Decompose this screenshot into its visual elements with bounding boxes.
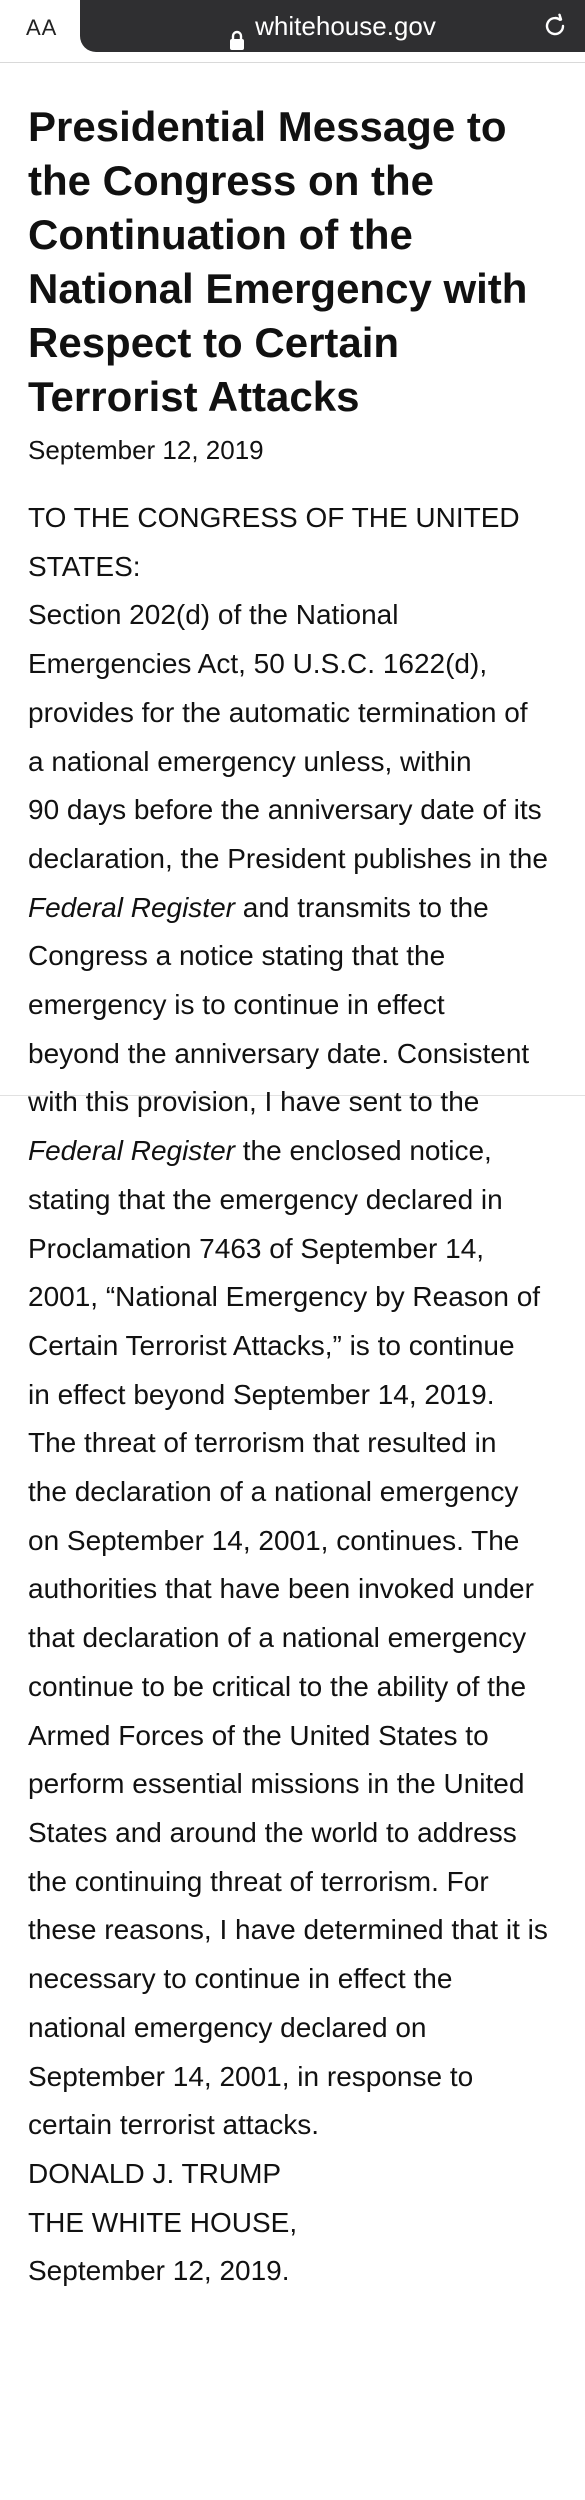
url-text: whitehouse.gov — [255, 11, 436, 41]
text-line: Emergencies Act, 50 U.S.C. 1622(d), — [28, 648, 488, 680]
paragraph-1 — [28, 591, 584, 1078]
text-line: Terrorist Attacks — [28, 373, 360, 420]
text-line: authorities that have been invoked under — [28, 1573, 534, 1605]
text-line: September 12, 2019. — [28, 2255, 290, 2287]
text-line: The threat of terrorism that resulted in — [28, 1427, 497, 1459]
salutation — [28, 494, 584, 591]
page-title — [28, 100, 584, 424]
text-line — [28, 884, 584, 933]
paragraph-2 — [28, 1419, 584, 2150]
text-line: provides for the automatic termination of — [28, 696, 528, 728]
text-line: Respect to Certain — [28, 319, 400, 366]
italic-title: Federal Register — [28, 891, 235, 923]
text-line: necessary to continue in effect the — [28, 1963, 453, 1995]
text-line: Certain Terrorist Attacks,” is to continue — [28, 1329, 515, 1361]
text-line: STATES: — [28, 550, 141, 582]
text-line: continue to be critical to the ability of the — [28, 1670, 527, 1702]
text-line: the declaration of a national emergency — [28, 1476, 519, 1508]
text-line: TO THE CONGRESS OF THE UNITED — [28, 502, 520, 533]
text-line: beyond the anniversary date. Consistent — [28, 1037, 530, 1069]
text-line: stating that the emergency declared in — [28, 1183, 503, 1215]
text-line: perform essential missions in the United — [28, 1768, 525, 1800]
text-line: these reasons, I have determined that it is — [28, 1914, 548, 1946]
text-line: in effect beyond September 14, 2019. — [28, 1378, 495, 1410]
text-line: on September 14, 2001, continues. The — [28, 1524, 520, 1556]
signature: DONALD J. TRUMP — [28, 2157, 282, 2189]
address-bar[interactable] — [80, 0, 585, 52]
italic-title: Federal Register — [28, 1135, 235, 1167]
text-line: Armed Forces of the United States to — [28, 1719, 489, 1751]
text-line: a national emergency unless, within — [28, 745, 472, 777]
text-line: the continuing threat of terrorism. For — [28, 1865, 489, 1897]
text-size-button[interactable] — [26, 8, 57, 48]
text-line: that declaration of a national emergency — [28, 1622, 527, 1654]
text-line: Section 202(d) of the National — [28, 599, 399, 631]
text-line: Presidential Message to — [28, 103, 507, 150]
article-date: September 12, 2019 — [28, 435, 264, 465]
article — [28, 100, 584, 2296]
reload-icon[interactable] — [541, 12, 569, 40]
text-line: 2001, “National Emergency by Reason of — [28, 1281, 541, 1313]
lock-icon — [229, 15, 245, 35]
text-line: September 14, 2001, in response to — [28, 2060, 474, 2092]
text-fragment: the enclosed notice, — [234, 1135, 492, 1167]
text-line: THE WHITE HOUSE, — [28, 2206, 298, 2238]
browser-top-bar — [0, 0, 585, 63]
text-line: emergency is to continue in effect — [28, 989, 445, 1021]
text-line: declaration, the President publishes in the — [28, 842, 548, 874]
closing — [28, 2199, 584, 2296]
text-line: with this provision, I have sent to the — [28, 1086, 480, 1118]
text-line: National Emergency with — [28, 265, 528, 312]
paragraph-1-continued — [28, 1078, 584, 1419]
text-line: 90 days before the anniversary date of its — [28, 794, 542, 826]
text-line: the Congress on the — [28, 157, 435, 204]
text-line: certain terrorist attacks. — [28, 2109, 319, 2141]
text-line: national emergency declared on — [28, 2011, 427, 2043]
text-size-label: AA — [26, 15, 58, 40]
text-line: Continuation of the — [28, 211, 413, 258]
text-line: Proclamation 7463 of September 14, — [28, 1232, 485, 1264]
text-line: Congress a notice stating that the — [28, 940, 446, 972]
text-fragment: and transmits to the — [234, 891, 489, 923]
text-line: States and around the world to address — [28, 1816, 517, 1848]
text-line — [28, 1127, 584, 1176]
